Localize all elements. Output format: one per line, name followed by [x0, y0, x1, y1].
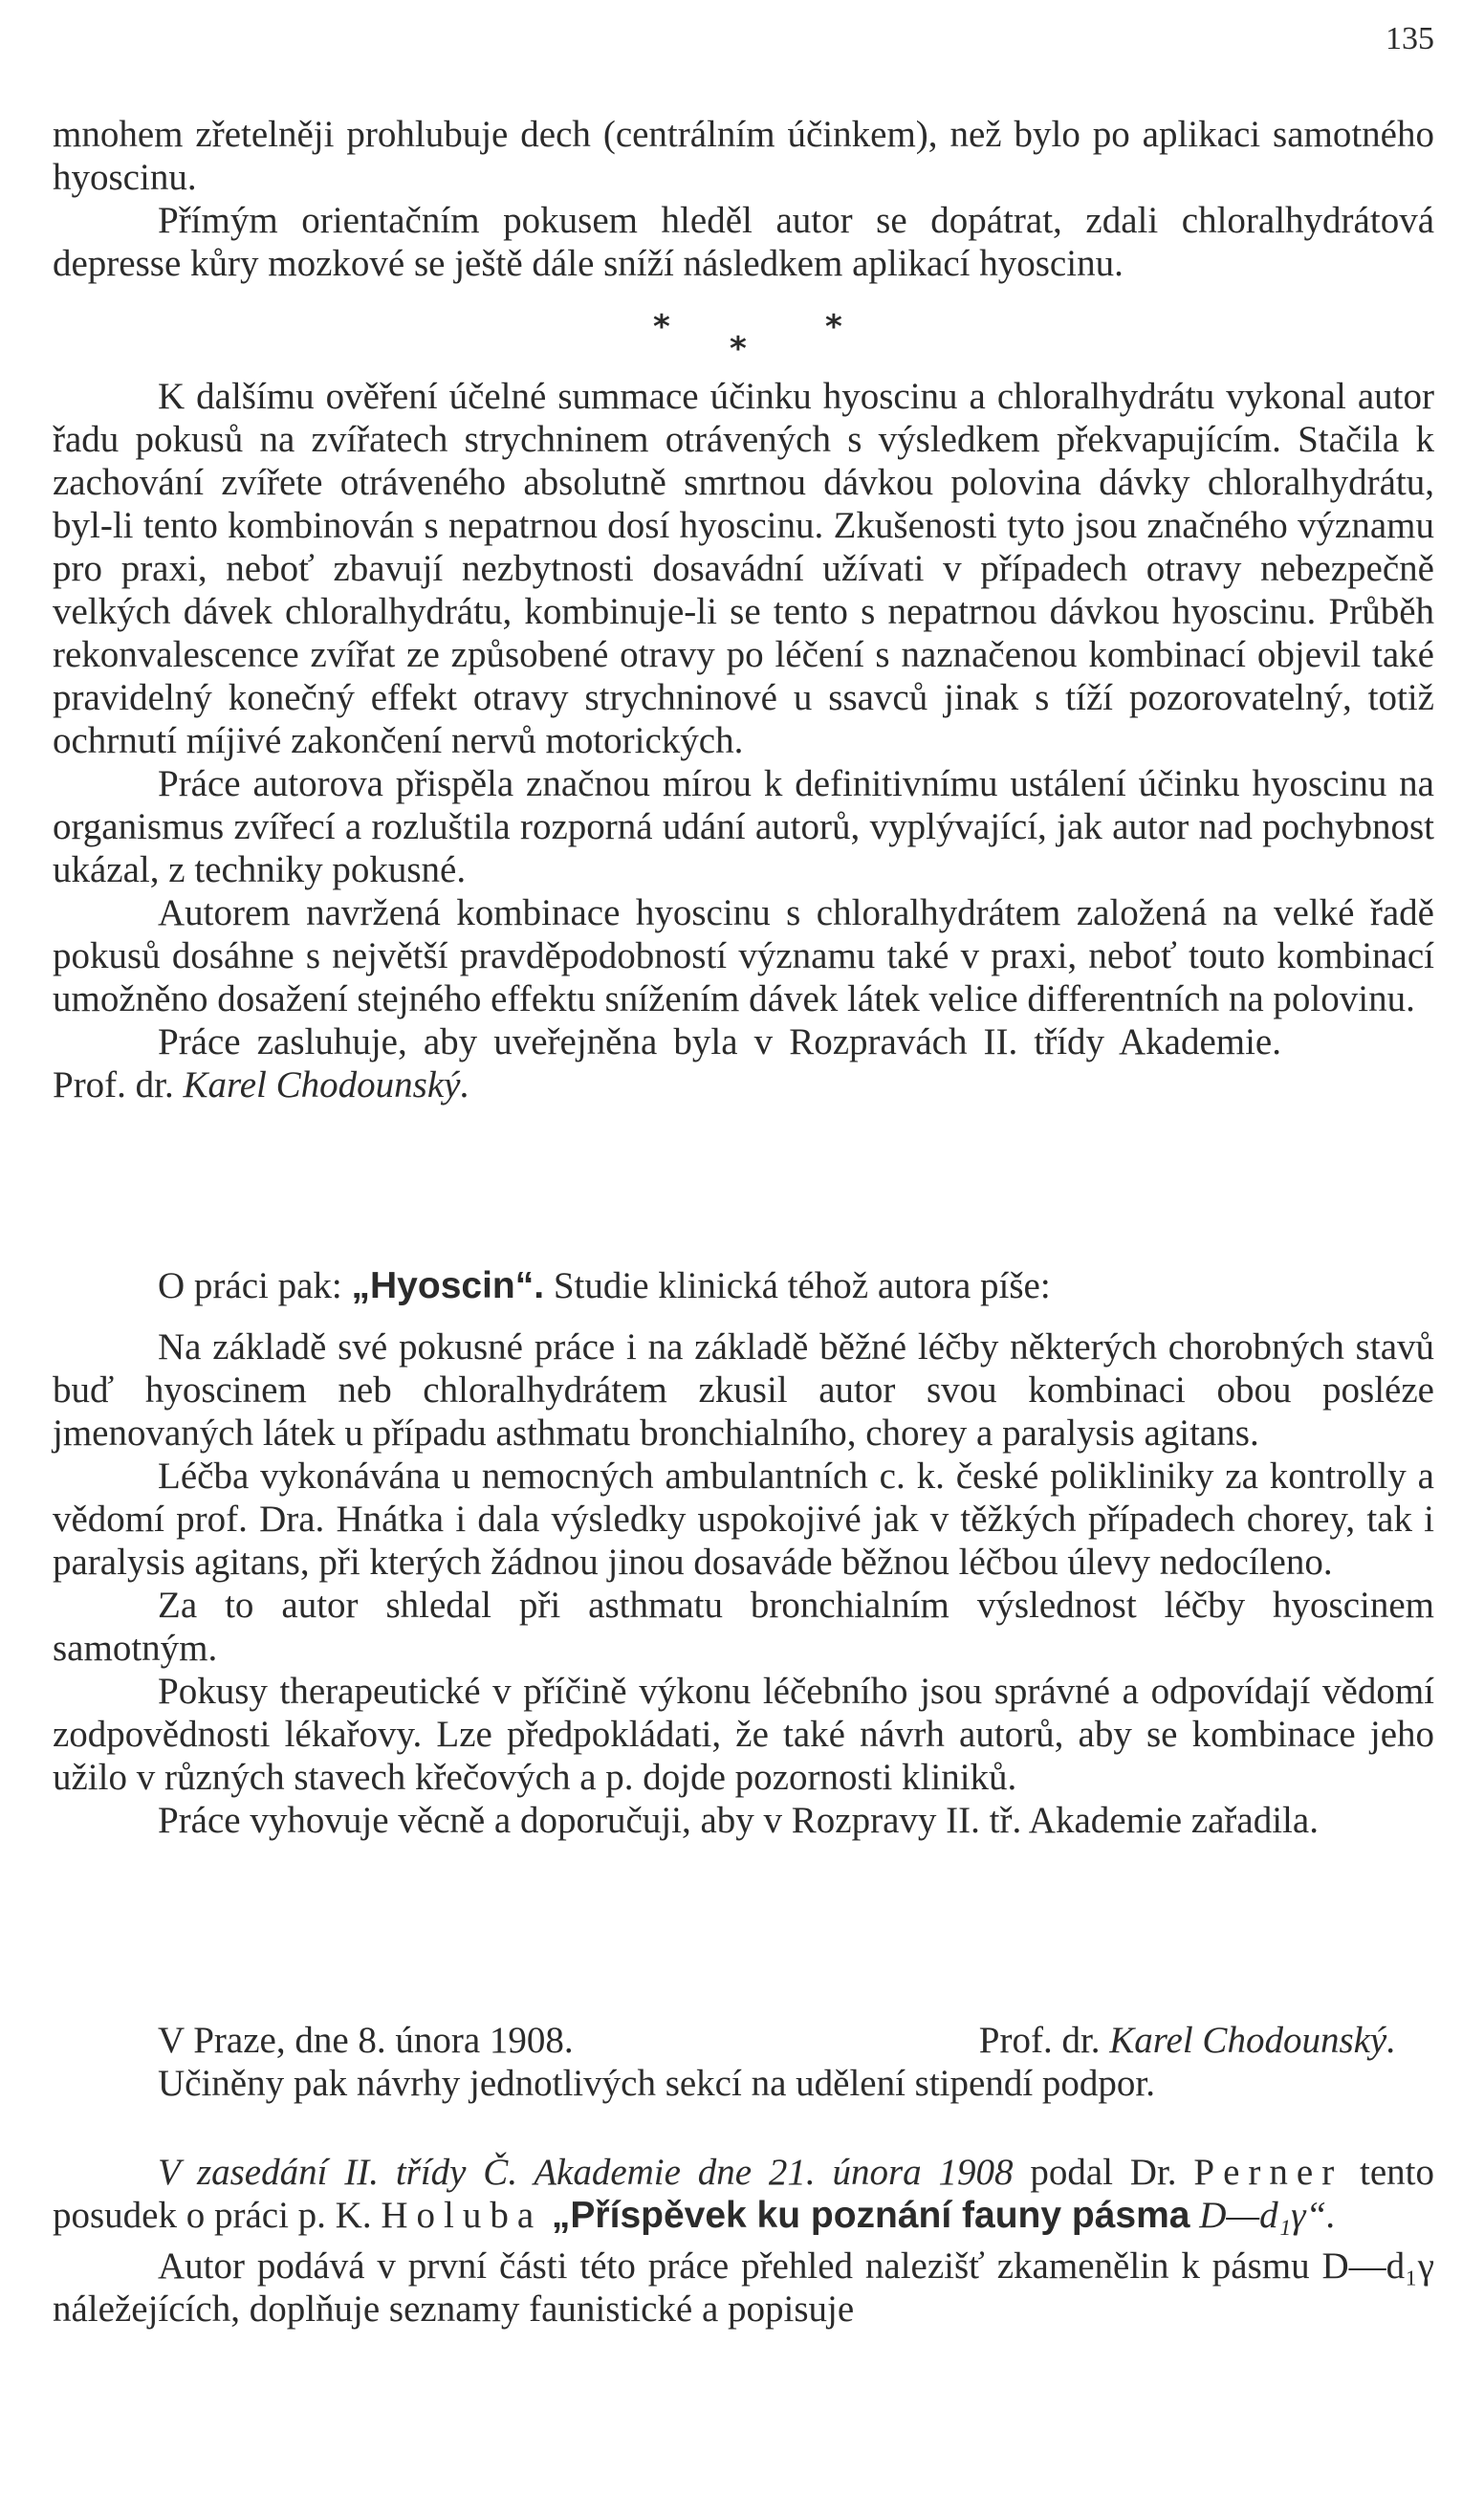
- work-title-formula: D—d₁γ“.: [1199, 2195, 1336, 2236]
- author-name: Holuba: [381, 2195, 543, 2236]
- session-text: V zasedání II. třídy Č. Akademie dne 21. února 1908: [158, 2152, 1014, 2193]
- paragraph-12: Učiněny pak návrhy jednotlivých sekcí na udělení stipendí podpor.: [158, 2063, 1156, 2104]
- signature-2: Prof. dr. Karel Chodounský.: [978, 2020, 1396, 2061]
- signature-1: Prof. dr. Karel Chodounský.: [53, 1064, 470, 1106]
- work-title: „Příspěvek ku poznání fauny pásma: [551, 2195, 1190, 2236]
- paragraph-13: Autor podává v první části této práce přehled nalezišť zkamenělin k pásmu D—d₁γ náležejících, doplňuje seznamy faunistické a popisuje: [53, 2245, 1434, 2330]
- review-2-intro: [53, 1264, 1434, 1307]
- separator-star: *: [825, 308, 842, 346]
- separator-star: *: [730, 330, 747, 368]
- paragraph-2: Přímým orientačním pokusem hleděl autor se dopátrat, zdali chloralhydrátová depresse kůry mozkové se ještě dále sníží následkem aplikací hyoscinu.: [53, 200, 1434, 284]
- session-paragraph: V zasedání II. třídy Č. Akademie dne 21. února 1908 podal Dr. Perner tento posudek o práci p. K. Holuba „Příspěvek ku poznání fauny pásma D—d₁γ“.: [53, 2152, 1434, 2236]
- review-2-intro-line: O práci pak: „Hyoscin“. Studie klinická téhož autora píše:: [158, 1265, 1051, 1306]
- text-block-top: [53, 113, 1434, 285]
- review-2-title: „Hyoscin“.: [351, 1265, 545, 1306]
- text-block-review-1: [53, 375, 1434, 1106]
- paragraph-6-text: Práce zasluhuje, aby uveřejněna byla v Rozpravách II. třídy Akademie.: [158, 1021, 1281, 1062]
- separator-star: *: [653, 308, 670, 346]
- section-separator: [53, 292, 1434, 368]
- paragraph-3: K dalšímu ověření účelné summace účinku hyoscinu a chloralhydrátu vykonal autor řadu pokusů na zvířatech strychninem otrávených s výsledkem překvapujícím. Stačila k zachování zvířete otráveného absolutně smrtnou dávkou polovina dávky chloralhydrátu, byl-li tento kombinován s nepatrnou dosí hyoscinu. Zkušenosti tyto jsou značného významu pro praxi, neboť zbavují nezbytnosti dosavádní užívati v případech otravy nebezpečně velkých dávek chloralhydrátu, kombinuje-li se tento s nepatrnou dávkou hyoscinu. Průběh rekonvalescence zvířat ze způsobené otravy po léčení s naznačenou kombinací objevil také pravidelný konečný effekt otravy strychninové u ssavců jinak s tíží pozorovatelný, totiž ochrnutí míjivé zakončení nervů motorických.: [53, 376, 1434, 761]
- paragraph-8: Léčba vykonávána u nemocných ambulantních c. k. české polikliniky za kontrolly a vědomí prof. Dra. Hnátka i dala výsledky uspokojivé jak v těžkých případech chorey, tak i paralysis agitans, při kterých žádnou jinou dosaváde běžnou léčbou úlevy nedocíleno.: [53, 1456, 1434, 1583]
- session-block: [53, 2151, 1434, 2331]
- place-date: V Praze, dne 8. února 1908.: [158, 2020, 574, 2061]
- page-number: 135: [1386, 21, 1434, 56]
- place-date-signature: [53, 2019, 1434, 2105]
- reviewer-name: Perner: [1193, 2152, 1343, 2193]
- text-block-review-2: [53, 1325, 1434, 1842]
- paragraph-4: Práce autorova přispěla značnou mírou k definitivnímu ustálení účinku hyoscinu na organismus zvířecí a rozluštila rozporná udání autorů, vyplývající, jak autor nad pochybnost ukázal, z techniky pokusné.: [53, 763, 1434, 890]
- signature-2-name: Karel Chodounský.: [1109, 2020, 1396, 2061]
- paragraph-5: Autorem navržená kombinace hyoscinu s chloralhydrátem založená na velké řadě pokusů dosáhne s největší pravděpodobností významu také v praxi, neboť touto kombinací umožněno dosažení stejného effektu snížením dávek látek velice differentních na polovinu.: [53, 892, 1434, 1019]
- paragraph-7: Na základě své pokusné práce i na základě běžné léčby některých chorobných stavů buď hyoscinem neb chloralhydrátem zkusil autor svou kombinaci obou posléze jmenovaných látek u případu asthmatu bronchialního, chorey a paralysis agitans.: [53, 1326, 1434, 1454]
- paragraph-9: Za to autor shledal při asthmatu bronchialním výslednost léčby hyoscinem samotným.: [53, 1585, 1434, 1669]
- paragraph-6: [53, 1020, 1434, 1106]
- paragraph-1: mnohem zřetelněji prohlubuje dech (centrálním účinkem), než bylo po aplikaci samotného hyoscinu.: [53, 114, 1434, 198]
- paragraph-11: Práce vyhovuje věcně a doporučuji, aby v Rozpravy II. tř. Akademie zařadila.: [158, 1800, 1319, 1841]
- signature-1-name: Karel Chodounský.: [183, 1064, 470, 1106]
- paragraph-10: Pokusy therapeutické v příčině výkonu léčebního jsou správné a odpovídají vědomí zodpovědnosti lékařovy. Lze předpokládati, že také návrh autorů, aby se kombinace jeho užilo v různých stavech křečových a p. dojde pozornosti kliniků.: [53, 1671, 1434, 1798]
- signature-line-2: [53, 2019, 1434, 2062]
